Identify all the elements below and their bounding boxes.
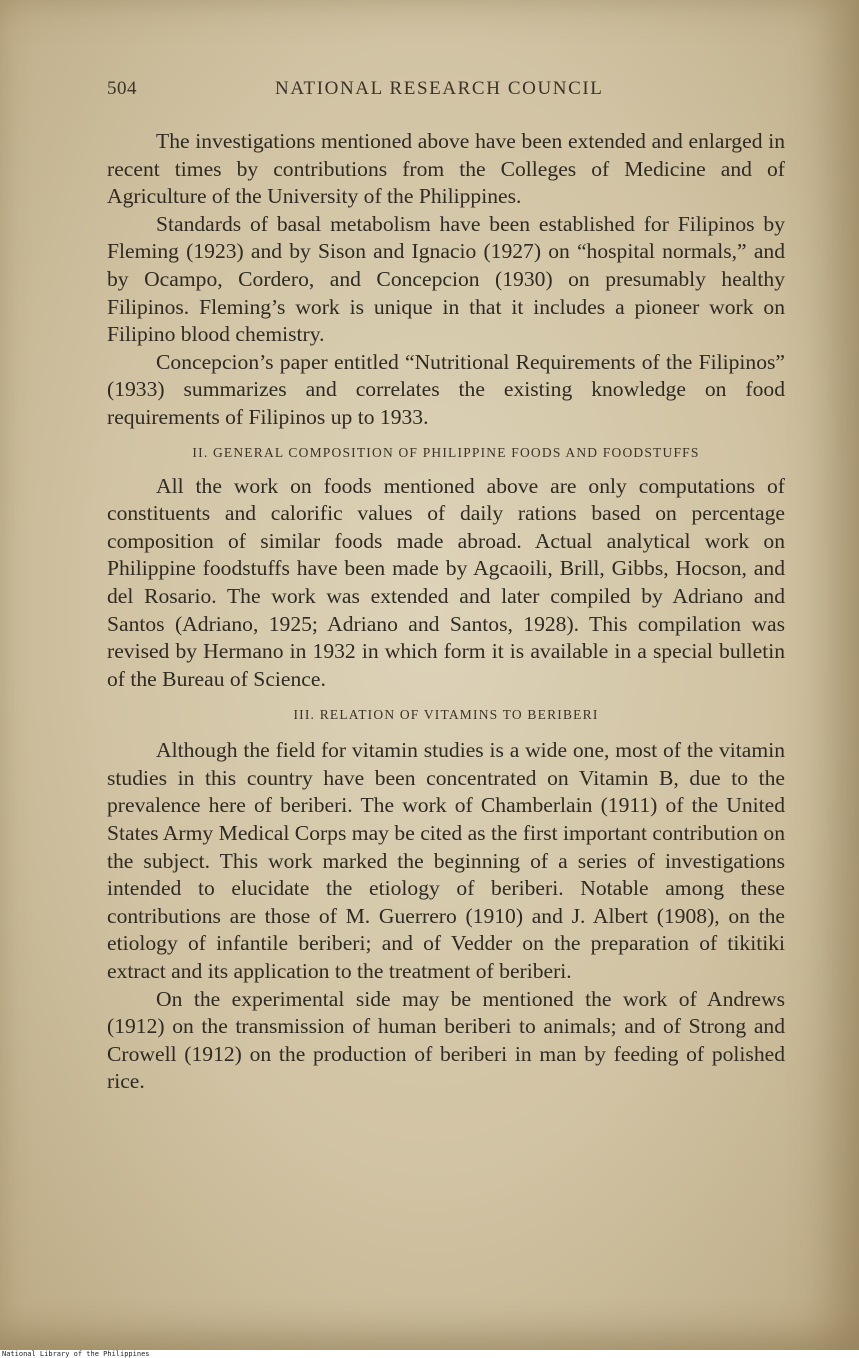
page-header: [107, 78, 787, 102]
section-heading: II. GENERAL COMPOSITION OF PHILIPPINE FOODS AND FOODSTUFFS: [192, 444, 700, 460]
paragraph: Although the field for vitamin studies is a wide one, most of the vitamin studies in this country have been concentrated on Vitamin B, due to the prevalence here of beriberi. The work of Chamberlain (1911) of the United States Army Medical Corps may be cited as the first important contribution on the subject. This work marked the beginning of a series of investigations intended to elucidate the etiology of beriberi. Notable among these contributions are those of M. Guerrero (1910) and J. Albert (1908), on the etiology of infantile beriberi; and of Vedder on the preparation of tikitiki extract and its application to the treatment of beriberi.: [107, 738, 785, 984]
body-text: [107, 128, 785, 1096]
paragraph: The investigations mentioned above have been extended and enlarged in recent times by contributions from the Colleges of Medicine and of Agriculture of the University of the Philippines.: [107, 129, 785, 209]
library-credit: National Library of the Philippines: [2, 1350, 150, 1358]
paragraph: All the work on foods mentioned above are only computations of constituents and calorific values of daily rations based on percentage composition of similar foods made abroad. Actual analytical work on Philippine foodstuffs have been made by Agcaoili, Brill, Gibbs, Hocson, and del Rosario. The work was extended and later compiled by Adriano and Santos (Adriano, 1925; Adriano and Santos, 1928). This compilation was revised by Hermano in 1932 in which form it is available in a special bulletin of the Bureau of Science.: [107, 473, 785, 691]
running-head: NATIONAL RESEARCH COUNCIL: [275, 78, 604, 99]
page-number: 504: [107, 78, 137, 99]
paragraph: Standards of basal metabolism have been established for Filipinos by Fleming (1923) and by Sison and Ignacio (1927) on “hospital normals,” and by Ocampo, Cordero, and Concepcion (1930) on presumably healthy Filipinos. Fleming’s work is unique in that it includes a pioneer work on Filipino blood chemistry.: [107, 211, 785, 347]
paragraph: Concepcion’s paper entitled “Nutritional Requirements of the Filipinos” (1933) summarizes and correlates the existing knowledge on food requirements of Filipinos up to 1933.: [107, 349, 785, 429]
section-heading: III. RELATION OF VITAMINS TO BERIBERI: [293, 707, 599, 723]
paragraph: On the experimental side may be mentioned the work of Andrews (1912) on the transmission of human beriberi to animals; and of Strong and Crowell (1912) on the production of beriberi in man by feeding of polished rice.: [107, 986, 785, 1094]
